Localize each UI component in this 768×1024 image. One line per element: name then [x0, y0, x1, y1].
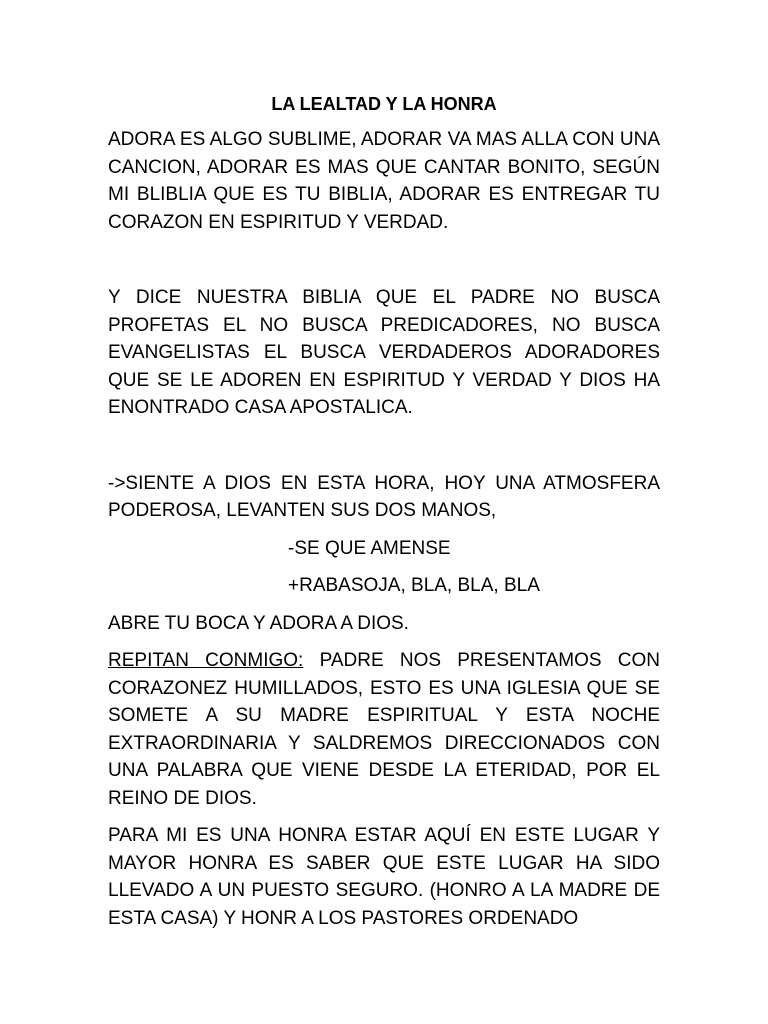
paragraph-abre-tu-boca: ABRE TU BOCA Y ADORA A DIOS.: [108, 612, 409, 634]
repitan-conmigo-text: PADRE NOS PRESENTAMOS CON CORAZONEZ HUMILLADOS, ESTO ES UNA IGLESIA QUE SE SOMETE A SU MADRE ESPIRITUAL Y ESTA NOCHE EXTRAORDINARIA Y SALDREMOS DIRECCIONADOS CON UNA PALABRA QUE VIENE DESDE LA ETERIDAD, POR EL REINO DE DIOS.: [108, 650, 660, 809]
indented-line-amense: -SE QUE AMENSE: [288, 537, 451, 559]
indented-line-rabasoja: +RABASOJA, BLA, BLA, BLA: [288, 575, 540, 596]
paragraph-adoracion: ADORA ES ALGO SUBLIME, ADORAR VA MAS ALLA CON UNA CANCION, ADORAR ES MAS QUE CANTAR BONITO, SEGÚN MI BLIBLIA QUE ES TU BIBLIA, ADORAR ES ENTREGAR TU CORAZON EN ESPIRITUD Y VERDAD.: [108, 129, 660, 233]
repitan-conmigo-label: REPITAN CONMIGO:: [108, 650, 304, 671]
paragraph-honra: PARA MI ES UNA HONRA ESTAR AQUÍ EN ESTE LUGAR Y MAYOR HONRA ES SABER QUE ESTE LUGAR HA SIDO LLEVADO A UN PUESTO SEGURO. (HONRO A LA MADRE DE ESTA CASA) Y HONR A LOS PASTORES ORDENADO: [108, 825, 660, 929]
paragraph-biblia: Y DICE NUESTRA BIBLIA QUE EL PADRE NO BUSCA PROFETAS EL NO BUSCA PREDICADORES, NO BUSCA EVANGELISTAS EL BUSCA VERDADEROS ADORADORES QUE SE LE ADOREN EN ESPIRITUD Y VERDAD Y DIOS HA ENONTRADO CASA APOSTALICA.: [108, 287, 660, 418]
paragraph-siente-a-dios: ->SIENTE A DIOS EN ESTA HORA, HOY UNA ATMOSFERA PODEROSA, LEVANTEN SUS DOS MANOS,: [108, 472, 660, 521]
paragraph-repitan-conmigo: [108, 647, 660, 812]
document-page: [108, 92, 660, 932]
document-title: LA LEALTAD Y LA HONRA: [271, 94, 497, 114]
